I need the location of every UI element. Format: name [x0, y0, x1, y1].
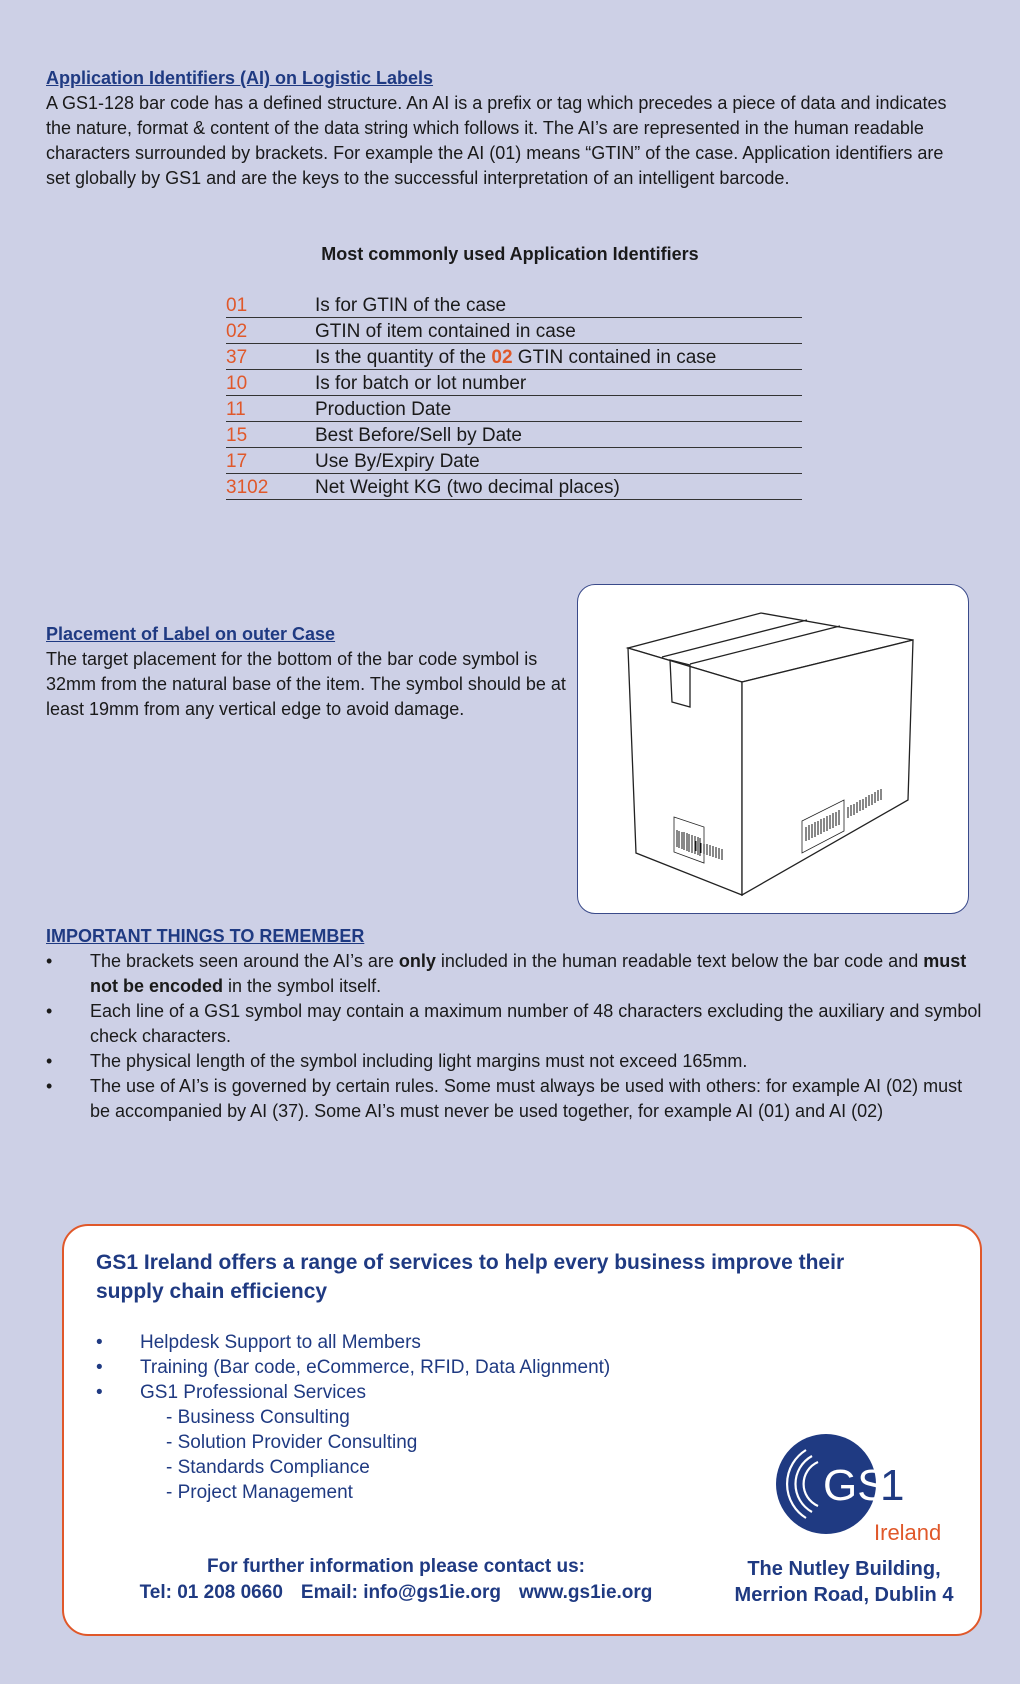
contact-line: [86, 1580, 706, 1606]
ai-code: 17: [226, 451, 248, 472]
sub-list-item: - Business Consulting: [166, 1407, 350, 1428]
list-item: [46, 999, 986, 1049]
bullet: •: [46, 1051, 53, 1071]
ai-section: [46, 68, 966, 191]
address-line: The Nutley Building,: [747, 1558, 941, 1580]
placement-section: [46, 624, 566, 722]
important-list: [46, 949, 986, 1124]
gs1-ireland-logo: [776, 1432, 966, 1550]
ai-code: 37: [226, 347, 248, 368]
ai-desc-pre: Is the quantity of the: [315, 347, 492, 368]
contact-email[interactable]: Email: info@gs1ie.org: [300, 1582, 502, 1603]
ai-description: Is for GTIN of the case: [315, 295, 507, 316]
ai-row: [226, 423, 802, 448]
ai-description: Production Date: [315, 399, 452, 420]
list-item: [46, 1074, 986, 1124]
important-heading: IMPORTANT THINGS TO REMEMBER: [46, 926, 365, 946]
list-item-text: Each line of a GS1 symbol may contain a maximum number of 48 characters excluding the auxiliary and symbol check characters.: [90, 1001, 982, 1046]
ai-description: Net Weight KG (two decimal places): [315, 477, 620, 498]
list-item-text: The physical length of the symbol including light margins must not exceed 165mm.: [90, 1051, 748, 1071]
bullet: •: [96, 1382, 103, 1403]
ai-desc-highlight: 02: [491, 347, 513, 368]
ai-description: Best Before/Sell by Date: [315, 425, 522, 446]
important-section: [46, 926, 986, 1124]
list-item: [96, 1330, 610, 1355]
bullet: •: [46, 951, 53, 971]
contact-heading: For further information please contact us:: [207, 1556, 585, 1577]
services-list: [96, 1330, 610, 1505]
text-run: The brackets seen around the AI’s are: [90, 951, 399, 971]
case-illustration-frame: [577, 584, 969, 914]
services-panel: [62, 1224, 982, 1636]
bullet: •: [96, 1357, 103, 1378]
contact-block: [86, 1554, 706, 1606]
placement-heading: Placement of Label on outer Case: [46, 624, 336, 644]
ai-description: Use By/Expiry Date: [315, 451, 480, 472]
services-title: GS1 Ireland offers a range of services to help every business improve their supply chain efficiency: [96, 1251, 845, 1303]
ai-row: [226, 319, 802, 344]
text-run: included in the human readable text below the bar code and: [435, 951, 924, 971]
ai-table-title: Most commonly used Application Identifiers: [321, 244, 699, 264]
ai-code: 10: [226, 373, 248, 394]
logo-wordmark-1: 1: [880, 1461, 905, 1510]
ai-row: [226, 293, 802, 318]
sub-list-item: - Solution Provider Consulting: [166, 1432, 418, 1453]
ai-code: 02: [226, 321, 248, 342]
ai-body-text: A GS1-128 bar code has a defined structure. An AI is a prefix or tag which precedes a piece of data and indicates the nature, format & content of the data string which follows it. The AI’s are represented in the human readable characters surrounded by brackets. For example the AI (01) means “GTIN” of the case. Application identifiers are set globally by GS1 and are the keys to the successful interpretation of an intelligent barcode.: [46, 93, 947, 188]
text-run: in the symbol itself.: [223, 976, 382, 996]
case-box-illustration: [578, 585, 970, 915]
ai-description: Is for batch or lot number: [315, 373, 527, 394]
ai-row: [226, 371, 802, 396]
list-item: [96, 1355, 610, 1380]
ai-heading: Application Identifiers (AI) on Logistic Labels: [46, 68, 434, 88]
contact-phone: Tel: 01 208 0660: [139, 1582, 283, 1603]
emphasis-only: only: [398, 951, 436, 971]
ai-code: 3102: [226, 477, 269, 498]
list-item: [46, 949, 986, 999]
professional-services-sublist: [140, 1405, 610, 1505]
ai-table: [226, 293, 802, 501]
bullet: •: [46, 1076, 53, 1096]
sub-list-item: - Standards Compliance: [166, 1457, 370, 1478]
address-block: [724, 1556, 964, 1608]
bullet: •: [46, 1001, 53, 1021]
ai-desc-post: GTIN contained in case: [512, 347, 717, 368]
ai-description: GTIN of item contained in case: [315, 321, 576, 342]
list-item: [96, 1380, 610, 1505]
service-item: Helpdesk Support to all Members: [140, 1332, 421, 1353]
ai-description: [315, 347, 802, 369]
address-line: Merrion Road, Dublin 4: [734, 1584, 954, 1606]
ai-row: [226, 345, 802, 370]
list-item: [46, 1049, 986, 1074]
sub-list-item: - Project Management: [166, 1482, 353, 1503]
ai-code: 15: [226, 425, 248, 446]
ai-row: [226, 475, 802, 500]
ai-code: 11: [226, 399, 246, 420]
placement-body-text: The target placement for the bottom of the bar code symbol is 32mm from the natural base of the item. The symbol should be at least 19mm from any vertical edge to avoid damage.: [46, 649, 566, 719]
service-item: GS1 Professional Services: [140, 1382, 366, 1403]
logo-subtext: Ireland: [874, 1520, 942, 1545]
list-item-text: The use of AI’s is governed by certain rules. Some must always be used with others: for example AI (02) must be accompanied by AI (37). Some AI’s must never be used together, for example AI (01) and AI (02): [90, 1076, 963, 1121]
ai-row: [226, 449, 802, 474]
ai-code: 01: [226, 295, 248, 316]
emphasis-not-encoded: must not be encoded: [90, 951, 967, 996]
logo-wordmark-gs: GS: [823, 1461, 887, 1510]
bullet: •: [96, 1332, 103, 1353]
contact-website[interactable]: www.gs1ie.org: [519, 1582, 653, 1603]
ai-row: [226, 397, 802, 422]
service-item: Training (Bar code, eCommerce, RFID, Data Alignment): [140, 1357, 611, 1378]
